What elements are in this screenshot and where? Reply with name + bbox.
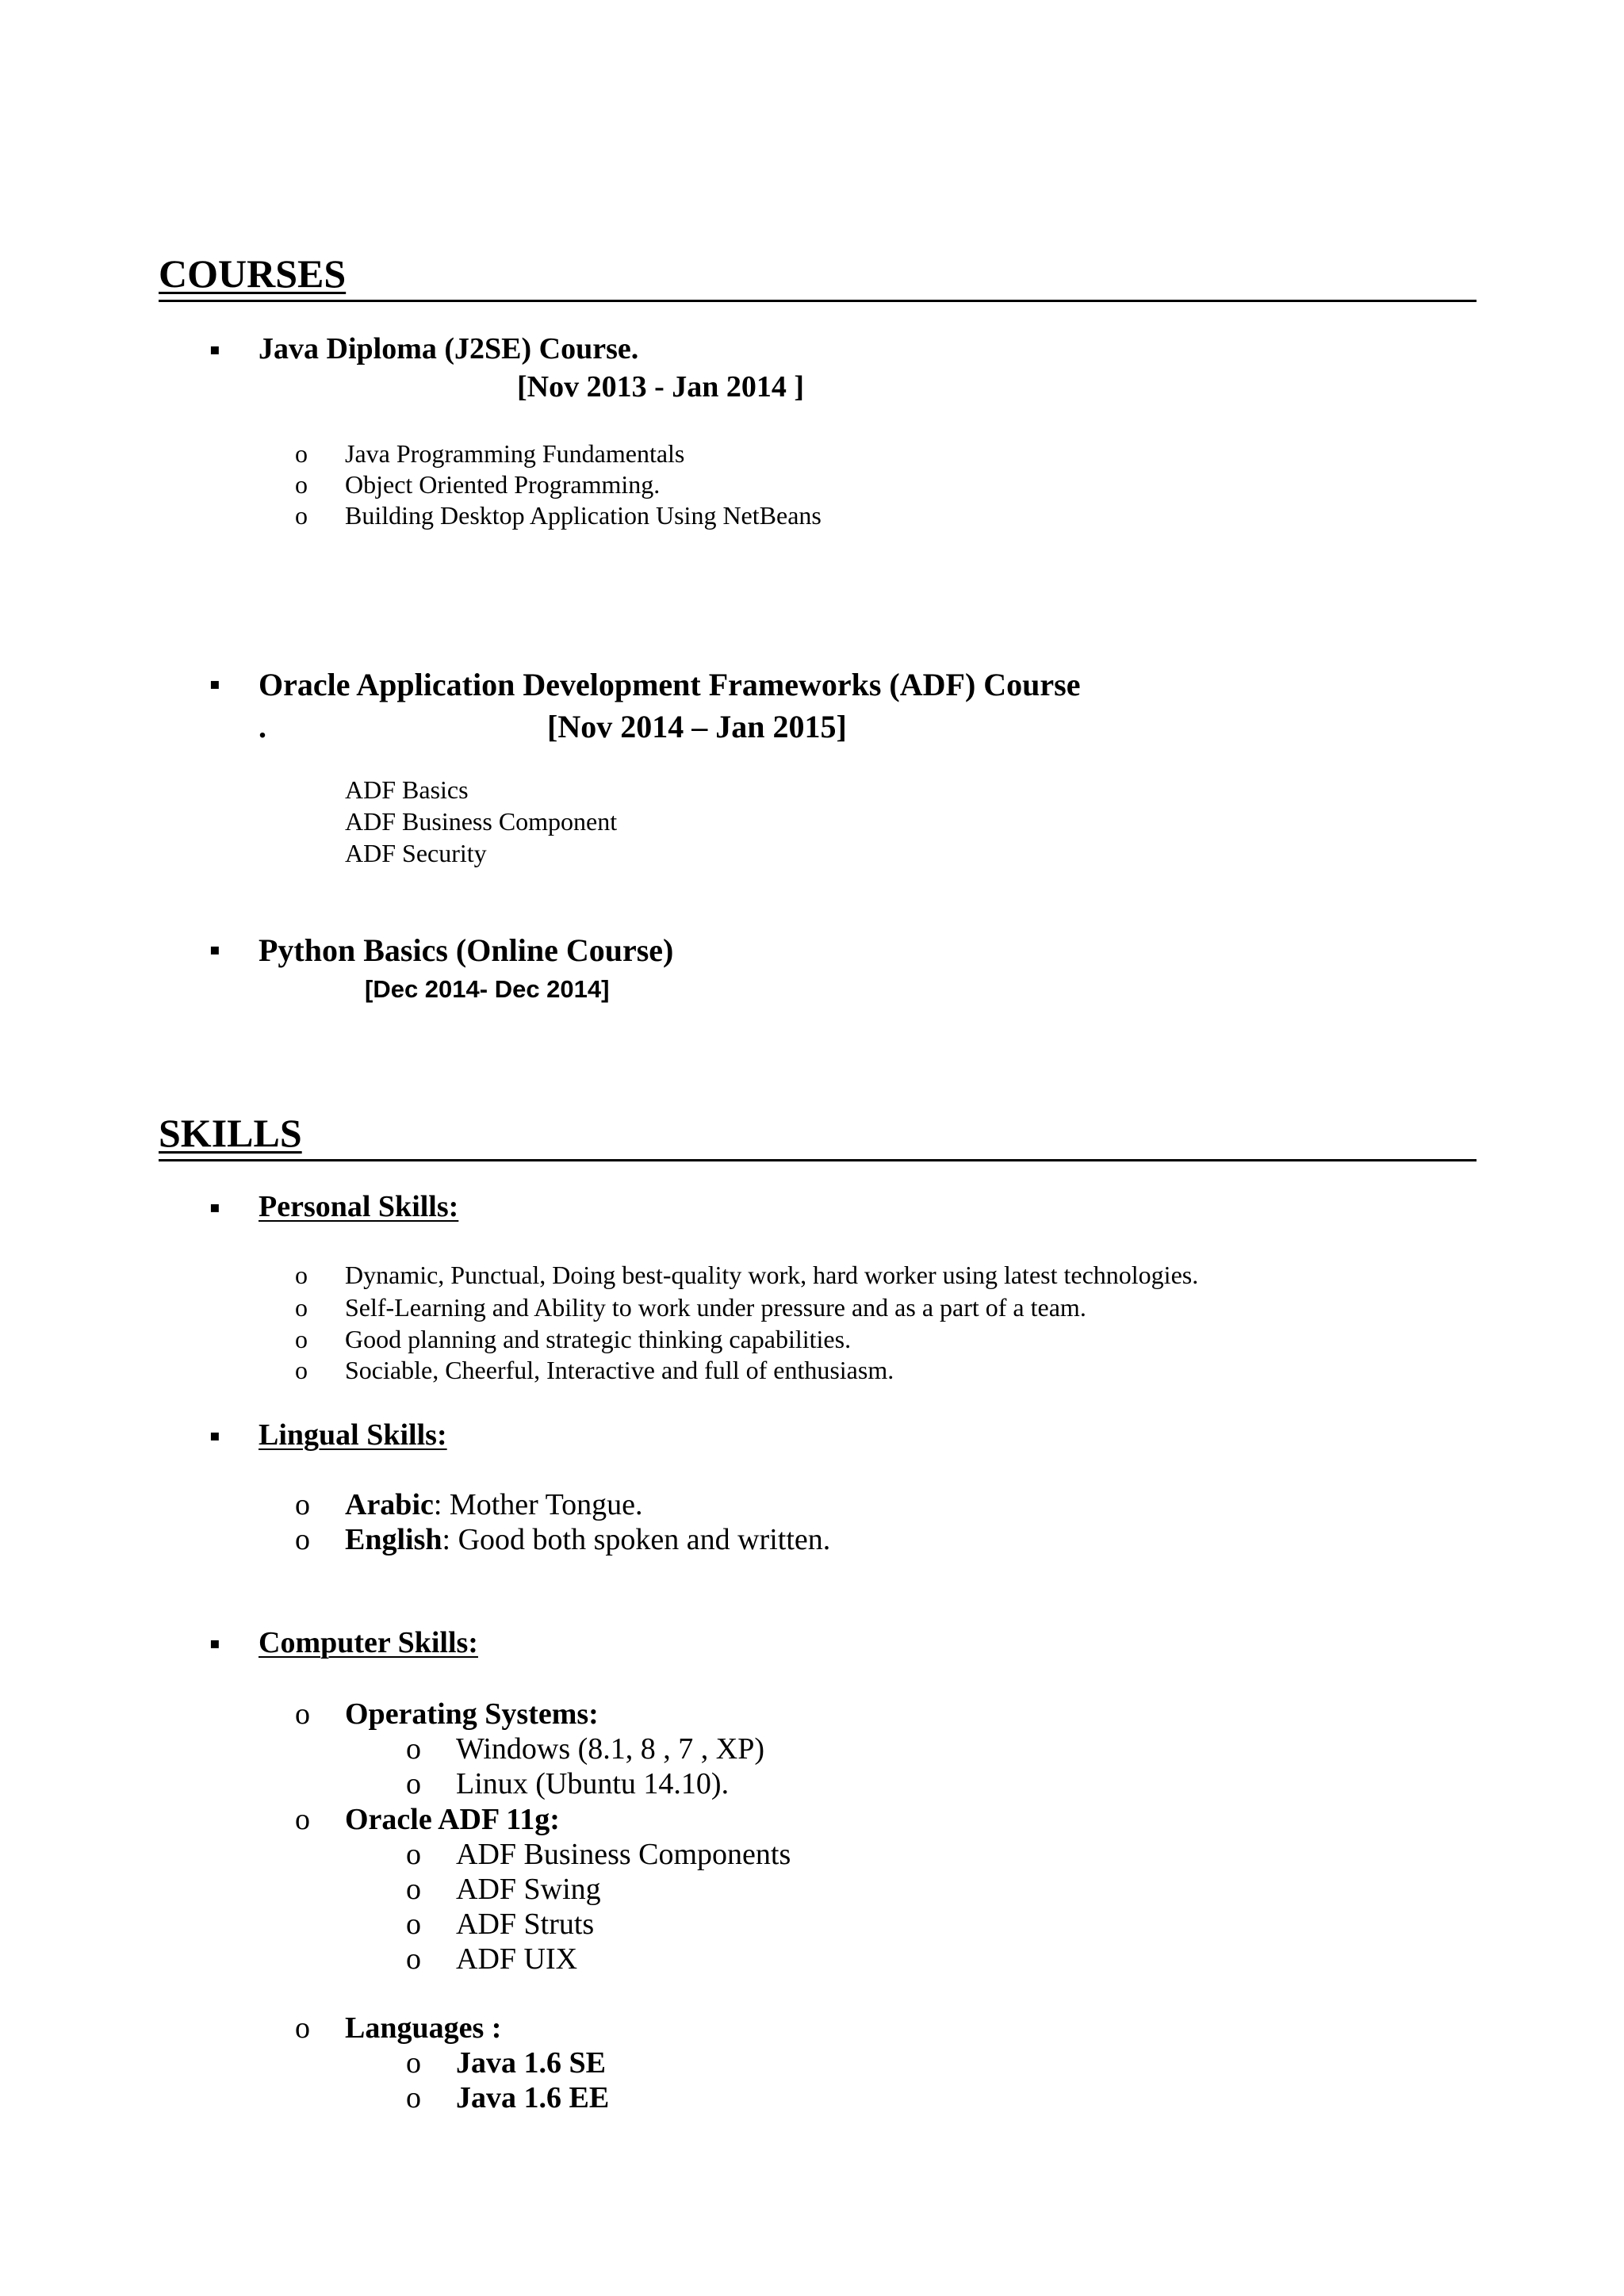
courses-heading: COURSES [159, 251, 347, 296]
circle-bullet-icon: o [406, 2046, 421, 2080]
language-item: Java 1.6 EE [456, 2081, 610, 2114]
circle-bullet-icon: o [295, 2011, 310, 2045]
circle-bullet-icon: o [295, 1803, 310, 1836]
skills-heading: SKILLS [159, 1111, 302, 1155]
circle-bullet-icon: o [406, 1908, 421, 1941]
adf-course-title: Oracle Application Development Frameworks (ADF) Course [259, 667, 1081, 702]
circle-bullet-icon: o [406, 1732, 421, 1766]
os-item: Windows (8.1, 8 , 7 , XP) [456, 1732, 765, 1766]
adf-topic: ADF Basics [345, 775, 469, 804]
circle-bullet-icon: o [295, 439, 308, 468]
square-bullet-icon: ▪ [209, 1425, 220, 1445]
square-bullet-icon: ▪ [209, 674, 220, 693]
circle-bullet-icon: o [295, 470, 308, 499]
english-label: English [345, 1523, 442, 1556]
personal-skill-item: Good planning and strategic thinking capabilities. [345, 1325, 852, 1353]
circle-bullet-icon: o [406, 1767, 421, 1800]
arabic-label: Arabic [345, 1488, 434, 1521]
adf-topic: ADF Business Component [345, 807, 618, 836]
square-bullet-icon: ▪ [209, 939, 220, 959]
java-course-date: [Nov 2013 - Jan 2014 ] [517, 370, 805, 404]
circle-bullet-icon: o [295, 1293, 308, 1322]
os-title: Operating Systems: [345, 1697, 599, 1731]
circle-bullet-icon: o [295, 501, 308, 530]
adf-skill-title: Oracle ADF 11g: [345, 1803, 560, 1836]
adf-skill-item: ADF Struts [456, 1908, 595, 1941]
circle-bullet-icon: o [295, 1261, 308, 1289]
adf-skill-item: ADF Business Components [456, 1838, 791, 1871]
english-value: : Good both spoken and written. [442, 1523, 831, 1556]
circle-bullet-icon: o [406, 1838, 421, 1871]
circle-bullet-icon: o [406, 2081, 421, 2114]
circle-bullet-icon: o [406, 1942, 421, 1976]
arabic-skill [345, 1487, 643, 1522]
arabic-value: : Mother Tongue. [433, 1488, 643, 1521]
adf-skill-item: ADF Swing [456, 1873, 601, 1906]
adf-course-date: [Nov 2014 – Jan 2015] [547, 709, 847, 744]
adf-topic: ADF Security [345, 839, 487, 867]
personal-skill-item: Self-Learning and Ability to work under pressure and as a part of a team. [345, 1293, 1086, 1322]
courses-rule [159, 300, 1477, 302]
circle-bullet-icon: o [406, 1873, 421, 1906]
circle-bullet-icon: o [295, 1697, 310, 1731]
python-course-date: [Dec 2014- Dec 2014] [365, 975, 610, 1003]
adf-skill-item: ADF UIX [456, 1942, 578, 1976]
java-topic: Building Desktop Application Using NetBeans [345, 501, 822, 530]
square-bullet-icon: ▪ [209, 1633, 220, 1652]
adf-course-dot: . [259, 709, 266, 744]
circle-bullet-icon: o [295, 1356, 308, 1384]
skills-rule [159, 1159, 1477, 1161]
square-bullet-icon: ▪ [209, 339, 220, 358]
circle-bullet-icon: o [295, 1325, 308, 1353]
english-skill [345, 1522, 830, 1557]
personal-skill-item: Sociable, Cheerful, Interactive and full of enthusiasm. [345, 1356, 894, 1384]
circle-bullet-icon: o [295, 1488, 310, 1521]
os-item: Linux (Ubuntu 14.10). [456, 1767, 730, 1800]
java-topic: Object Oriented Programming. [345, 470, 661, 499]
square-bullet-icon: ▪ [209, 1197, 220, 1216]
python-course-title: Python Basics (Online Course) [259, 932, 674, 968]
personal-skills-title: Personal Skills: [259, 1190, 459, 1223]
languages-title: Languages : [345, 2011, 502, 2045]
lingual-skills-title: Lingual Skills: [259, 1418, 447, 1452]
personal-skill-item: Dynamic, Punctual, Doing best-quality work, hard worker using latest technologies. [345, 1261, 1199, 1289]
language-item: Java 1.6 SE [456, 2046, 606, 2080]
java-course-title: Java Diploma (J2SE) Course. [259, 332, 639, 365]
computer-skills-title: Computer Skills: [259, 1626, 478, 1659]
java-topic: Java Programming Fundamentals [345, 439, 685, 468]
circle-bullet-icon: o [295, 1523, 310, 1556]
